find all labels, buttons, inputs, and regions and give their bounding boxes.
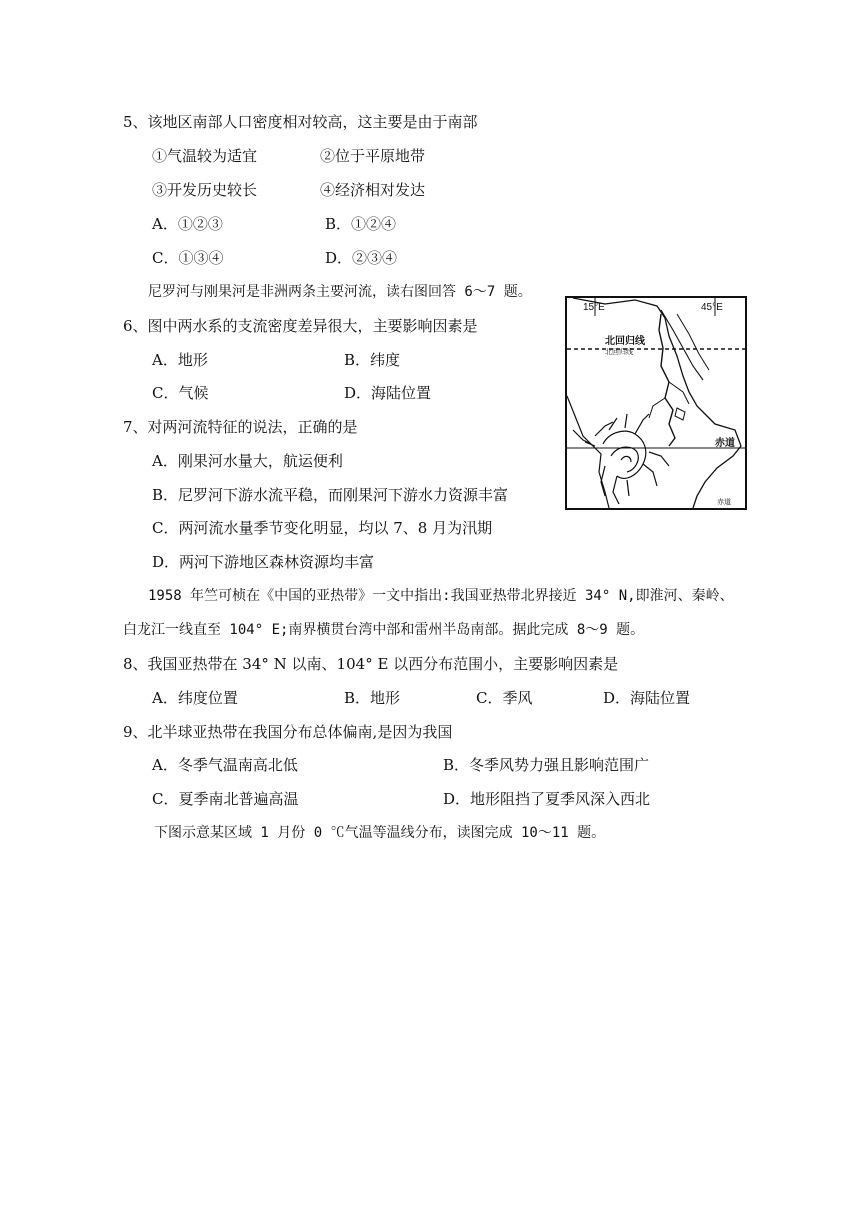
map-frame (566, 297, 746, 509)
q6-option-d: D．海陆位置 (344, 384, 432, 402)
label-tropic-small: 北回归线 (605, 349, 633, 356)
q7-option-b: B．尼罗河下游水流平稳，而刚果河下游水力资源丰富 (152, 486, 509, 504)
q5-option-a: A．①②③ (152, 215, 223, 233)
q7-option-d: D．两河下游地区森林资源均丰富 (152, 553, 375, 571)
q9-option-d: D．地形阻挡了夏季风深入西北 (443, 790, 651, 808)
q6-stem: 6、图中两水系的支流密度差异很大，主要影响因素是 (123, 317, 478, 335)
q6-option-a: A．地形 (152, 351, 208, 369)
q8-option-b: B．地形 (344, 689, 401, 707)
q5-option-d: D．②③④ (325, 249, 398, 267)
q9-option-b: B．冬季风势力强且影响范围广 (443, 756, 650, 774)
q6-option-c: C．气候 (152, 384, 209, 402)
label-tropic: 北回归线 (605, 336, 645, 347)
label-15e: 15°E (583, 302, 605, 313)
q8-option-d: D．海陆位置 (603, 689, 691, 707)
q7-option-a: A．刚果河水量大，航运便利 (152, 452, 343, 470)
q5-option-c: C．①③④ (152, 249, 224, 267)
q8-stem: 8、我国亚热带在 34° N 以南、104° E 以西分布范围小，主要影响因素是 (123, 655, 619, 673)
intro-8-9-line-2: 白龙江一线直至 104° E;南界横贯台湾中部和雷州半岛南部。据此完成 8～9 题。 (123, 622, 645, 638)
label-equator: 赤道 (715, 438, 735, 449)
intro-6-7: 尼罗河与刚果河是非洲两条主要河流，读右图回答 6～7 题。 (148, 284, 532, 300)
q5-item-2: ②位于平原地带 (320, 147, 426, 165)
label-45e: 45°E (701, 302, 723, 313)
africa-rivers-map (565, 296, 747, 510)
q5-item-4: ④经济相对发达 (320, 181, 426, 199)
q7-option-c: C．两河流水量季节变化明显，均以 7、8 月为汛期 (152, 519, 493, 537)
q9-stem: 9、北半球亚热带在我国分布总体偏南,是因为我国 (123, 723, 453, 741)
q5-item-1: ①气温较为适宜 (152, 147, 258, 165)
q8-option-a: A．纬度位置 (152, 689, 238, 707)
q9-option-a: A．冬季气温南高北低 (152, 756, 298, 774)
q5-stem: 5、该地区南部人口密度相对较高，这主要是由于南部 (123, 113, 478, 131)
intro-10-11: 下图示意某区域 1 月份 0 ℃气温等温线分布，读图完成 10～11 题。 (154, 825, 606, 841)
intro-8-9-line-1: 1958 年竺可桢在《中国的亚热带》一文中指出:我国亚热带北界接近 34° N,即淮河、秦岭、 (148, 588, 734, 604)
q7-stem: 7、对两河流特征的说法，正确的是 (123, 418, 358, 436)
q6-option-b: B．纬度 (344, 351, 401, 369)
q8-option-c: C．季风 (476, 689, 533, 707)
q9-option-c: C．夏季南北普遍高温 (152, 790, 299, 808)
label-equator-small: 赤道 (717, 499, 731, 506)
q5-option-b: B．①②④ (325, 215, 397, 233)
q5-item-3: ③开发历史较长 (152, 181, 258, 199)
